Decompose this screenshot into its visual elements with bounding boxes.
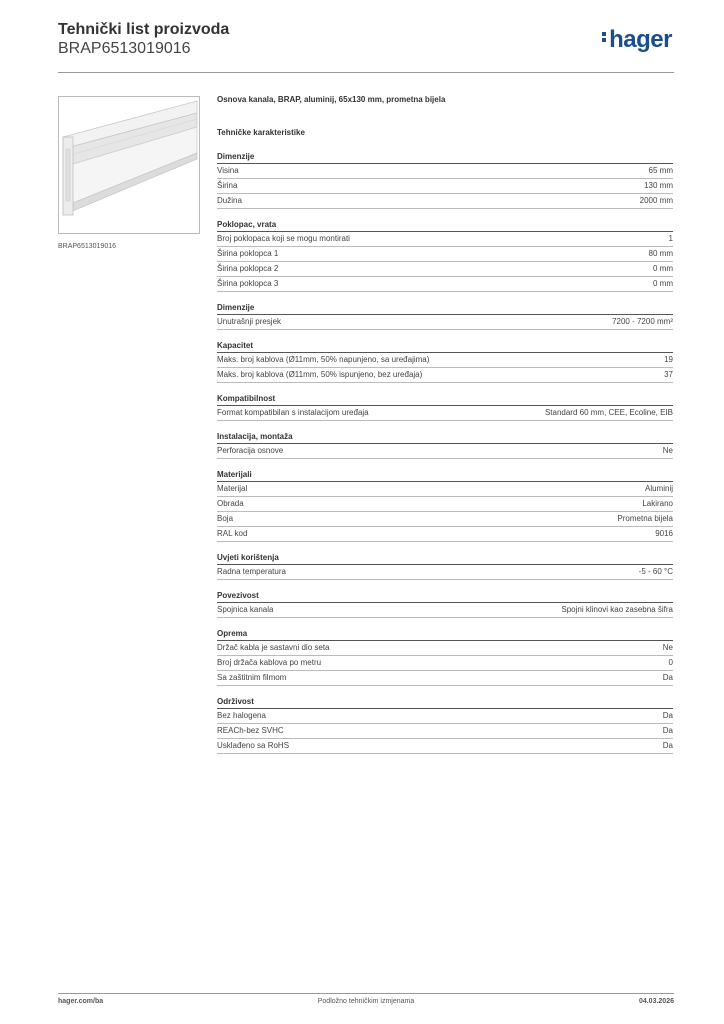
spec-label: Držač kabla je sastavni dio seta — [217, 643, 330, 652]
spec-section — [217, 393, 673, 421]
header-divider — [58, 72, 674, 73]
spec-row — [217, 444, 673, 459]
section-title: Instalacija, montaža — [217, 431, 673, 444]
spec-label: Format kompatibilan s instalacijom uređaja — [217, 408, 369, 417]
spec-row — [217, 353, 673, 368]
spec-sections — [217, 151, 673, 754]
page-header — [58, 20, 674, 66]
hager-logo — [602, 26, 672, 54]
section-title: Dimenzije — [217, 302, 673, 315]
spec-value: Ne — [662, 446, 673, 455]
spec-label: Broj držača kablova po metru — [217, 658, 322, 667]
spec-value: 80 mm — [648, 249, 673, 258]
spec-label: Materijal — [217, 484, 248, 493]
spec-value: Lakirano — [642, 499, 673, 508]
spec-section — [217, 219, 673, 292]
spec-section — [217, 552, 673, 580]
spec-section — [217, 696, 673, 754]
spec-label: RAL kod — [217, 529, 248, 538]
spec-row — [217, 482, 673, 497]
spec-label: Maks. broj kablova (Ø11mm, 50% ispunjeno, bez uređaja) — [217, 370, 423, 379]
spec-value: 9016 — [655, 529, 673, 538]
specs-content — [217, 95, 673, 764]
spec-section — [217, 431, 673, 459]
spec-row — [217, 603, 673, 618]
spec-value: Da — [662, 673, 673, 682]
spec-row — [217, 315, 673, 330]
spec-label: Spojnica kanala — [217, 605, 274, 614]
spec-value: 0 — [668, 658, 673, 667]
spec-value: Da — [662, 726, 673, 735]
spec-value: Aluminij — [644, 484, 673, 493]
section-title: Dimenzije — [217, 151, 673, 164]
spec-value: 2000 mm — [639, 196, 673, 205]
section-title: Oprema — [217, 628, 673, 641]
spec-value: Prometna bijela — [617, 514, 673, 523]
spec-label: Visina — [217, 166, 239, 175]
logo-text: hager — [609, 26, 672, 53]
spec-label: Širina poklopca 3 — [217, 279, 279, 288]
spec-label: Širina poklopca 2 — [217, 264, 279, 273]
spec-row — [217, 194, 673, 209]
spec-label: Širina — [217, 181, 238, 190]
spec-value: 7200 - 7200 mm² — [612, 317, 673, 326]
spec-row — [217, 739, 673, 754]
cable-duct-icon — [59, 97, 200, 234]
spec-value: 37 — [664, 370, 673, 379]
spec-label: Maks. broj kablova (Ø11mm, 50% napunjeno, sa uređajima) — [217, 355, 430, 364]
spec-row — [217, 709, 673, 724]
spec-value: 0 mm — [653, 264, 673, 273]
spec-row — [217, 406, 673, 421]
spec-value: 130 mm — [644, 181, 673, 190]
spec-label: Perforacija osnove — [217, 446, 284, 455]
spec-row — [217, 565, 673, 580]
spec-row — [217, 179, 673, 194]
spec-label: Boja — [217, 514, 234, 523]
section-title: Kapacitet — [217, 340, 673, 353]
footer-date: 04.03.2026 — [638, 998, 674, 1005]
spec-label: Broj poklopaca koji se mogu montirati — [217, 234, 350, 243]
footer-divider — [58, 993, 674, 994]
spec-value: 0 mm — [653, 279, 673, 288]
spec-label: Obrada — [217, 499, 244, 508]
spec-value: Da — [662, 711, 673, 720]
spec-row — [217, 656, 673, 671]
section-title: Povezivost — [217, 590, 673, 603]
product-description: Osnova kanala, BRAP, aluminij, 65x130 mm, prometna bijela — [217, 95, 446, 104]
spec-value: 19 — [664, 355, 673, 364]
section-title: Uvjeti korištenja — [217, 552, 673, 565]
product-image — [58, 96, 200, 234]
spec-label: REACh-bez SVHC — [217, 726, 284, 735]
section-title: Materijali — [217, 469, 673, 482]
spec-label: Širina poklopca 1 — [217, 249, 279, 258]
spec-label: Unutrašnji presjek — [217, 317, 282, 326]
spec-value: Ne — [662, 643, 673, 652]
spec-value: 1 — [668, 234, 673, 243]
spec-row — [217, 164, 673, 179]
section-title: Poklopac, vrata — [217, 219, 673, 232]
spec-section — [217, 469, 673, 542]
spec-label: Bez halogena — [217, 711, 266, 720]
tech-heading: Tehničke karakteristike — [217, 128, 305, 137]
spec-row — [217, 512, 673, 527]
spec-value: Spojni klinovi kao zasebna šifra — [561, 605, 673, 614]
spec-label: Usklađeno sa RoHS — [217, 741, 290, 750]
spec-row — [217, 641, 673, 656]
spec-row — [217, 368, 673, 383]
spec-row — [217, 724, 673, 739]
spec-section — [217, 151, 673, 209]
spec-label: Sa zaštitnim filmom — [217, 673, 287, 682]
spec-section — [217, 628, 673, 686]
spec-section — [217, 590, 673, 618]
spec-row — [217, 232, 673, 247]
section-title: Kompatibilnost — [217, 393, 673, 406]
spec-label: Radna temperatura — [217, 567, 286, 576]
spec-row — [217, 671, 673, 686]
spec-value: Standard 60 mm, CEE, Ecoline, EIB — [544, 408, 673, 417]
spec-value: Da — [662, 741, 673, 750]
spec-value: 65 mm — [648, 166, 673, 175]
spec-row — [217, 247, 673, 262]
logo-dots-icon — [602, 30, 607, 44]
footer-notice: Podložno tehničkim izmjenama — [317, 998, 415, 1005]
spec-value: -5 - 60 °C — [638, 567, 673, 576]
spec-row — [217, 277, 673, 292]
image-caption: BRAP6513019016 — [58, 243, 116, 250]
section-title: Održivost — [217, 696, 673, 709]
spec-label: Dužina — [217, 196, 242, 205]
spec-section — [217, 340, 673, 383]
spec-row — [217, 527, 673, 542]
spec-section — [217, 302, 673, 330]
page-title: Tehnički list proizvoda — [58, 21, 230, 38]
product-code: BRAP6513019016 — [58, 40, 191, 57]
spec-row — [217, 497, 673, 512]
spec-row — [217, 262, 673, 277]
footer-website[interactable]: hager.com/ba — [58, 998, 104, 1005]
